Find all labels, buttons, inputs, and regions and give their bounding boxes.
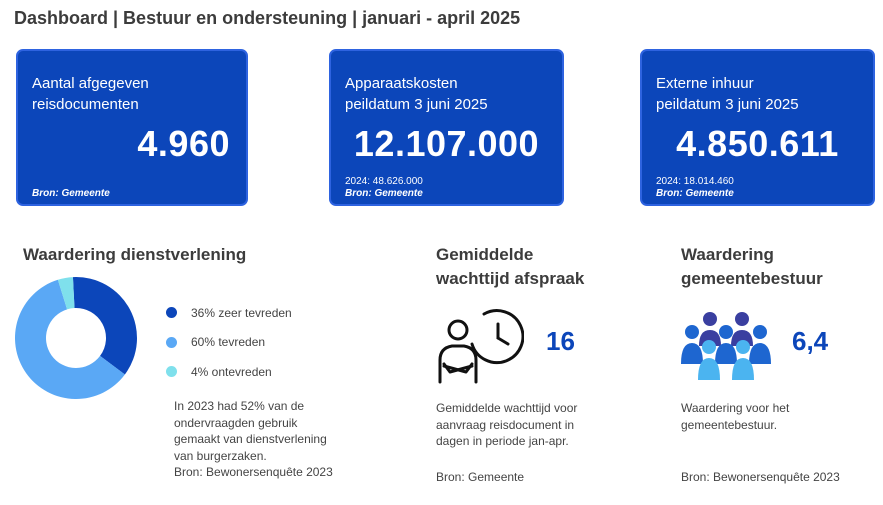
service-rating-donut bbox=[14, 276, 138, 400]
card-value: 12.107.000 bbox=[353, 123, 540, 164]
title-line: Gemiddelde bbox=[436, 245, 534, 264]
legend-dot bbox=[166, 337, 177, 348]
note-line: gemaakt van dienstverlening bbox=[174, 432, 327, 446]
legend-label: 60% tevreden bbox=[191, 335, 266, 350]
card-external-hire bbox=[640, 49, 875, 206]
note-line: gemeentebestuur. bbox=[681, 417, 778, 432]
legend-label: 4% ontevreden bbox=[191, 364, 272, 379]
service-rating-note bbox=[174, 398, 374, 481]
government-rating-value: 6,4 bbox=[792, 326, 829, 356]
card-previous-year: 2024: 18.014.460 bbox=[656, 176, 734, 187]
card-source: Bron: Gemeente bbox=[32, 188, 110, 199]
legend-dot bbox=[166, 307, 177, 318]
legend-item bbox=[166, 328, 292, 358]
card-source: Bron: Gemeente bbox=[656, 188, 734, 199]
legend-item bbox=[166, 357, 292, 387]
note-line: dagen in periode jan-apr. bbox=[436, 434, 569, 448]
card-travel-documents bbox=[16, 49, 248, 206]
government-rating-note bbox=[681, 400, 831, 433]
card-apparatus-costs bbox=[329, 49, 564, 206]
card-value: 4.960 bbox=[137, 123, 230, 164]
title-line: Waardering bbox=[681, 245, 774, 264]
donut-slices bbox=[15, 277, 137, 399]
note-line: aanvraag reisdocument in bbox=[436, 417, 575, 432]
card-source: Bron: Gemeente bbox=[345, 188, 423, 199]
title-line: wachttijd afspraak bbox=[436, 269, 585, 288]
page-title: Dashboard | Bestuur en ondersteuning | januari - april 2025 bbox=[14, 8, 521, 28]
note-line: van burgerzaken. bbox=[174, 448, 267, 463]
card-footer bbox=[656, 176, 734, 200]
note-line: In 2023 had 52% van de bbox=[174, 399, 305, 413]
card-label-line: reisdocumenten bbox=[32, 96, 139, 113]
note-line: Waardering voor het bbox=[681, 401, 790, 415]
note-line: Gemiddelde wachttijd voor bbox=[436, 401, 578, 415]
card-label-line: Apparaatskosten bbox=[345, 75, 458, 92]
government-rating-title bbox=[681, 243, 823, 291]
card-label bbox=[345, 73, 488, 115]
card-label-line: Aantal afgegeven bbox=[32, 75, 149, 92]
person-clock-icon bbox=[432, 300, 524, 392]
card-label bbox=[656, 73, 799, 115]
card-footer bbox=[345, 176, 423, 200]
card-previous-year: 2024: 48.626.000 bbox=[345, 176, 423, 187]
card-footer bbox=[32, 188, 110, 200]
note-line: ondervraagden gebruik bbox=[174, 415, 298, 430]
card-label-line: peildatum 3 juni 2025 bbox=[345, 96, 488, 113]
card-label-line: Externe inhuur bbox=[656, 75, 754, 92]
government-rating-source: Bron: Bewonersenquête 2023 bbox=[681, 470, 840, 484]
legend-label: 36% zeer tevreden bbox=[191, 305, 292, 320]
legend-dot bbox=[166, 366, 177, 377]
card-value: 4.850.611 bbox=[676, 123, 839, 164]
wait-time-title bbox=[436, 243, 584, 291]
service-rating-title: Waardering dienstverlening bbox=[23, 245, 247, 264]
service-rating-legend bbox=[166, 298, 292, 387]
wait-time-source: Bron: Gemeente bbox=[436, 470, 525, 484]
wait-time-note bbox=[436, 400, 606, 450]
wait-time-value: 16 bbox=[546, 326, 575, 356]
card-label-line: peildatum 3 juni 2025 bbox=[656, 96, 799, 113]
title-line: gemeentebestuur bbox=[681, 269, 823, 288]
people-group-icon bbox=[680, 310, 772, 380]
note-line: Bron: Bewonersenquête 2023 bbox=[174, 465, 333, 479]
card-label bbox=[32, 73, 149, 115]
legend-item bbox=[166, 298, 292, 328]
